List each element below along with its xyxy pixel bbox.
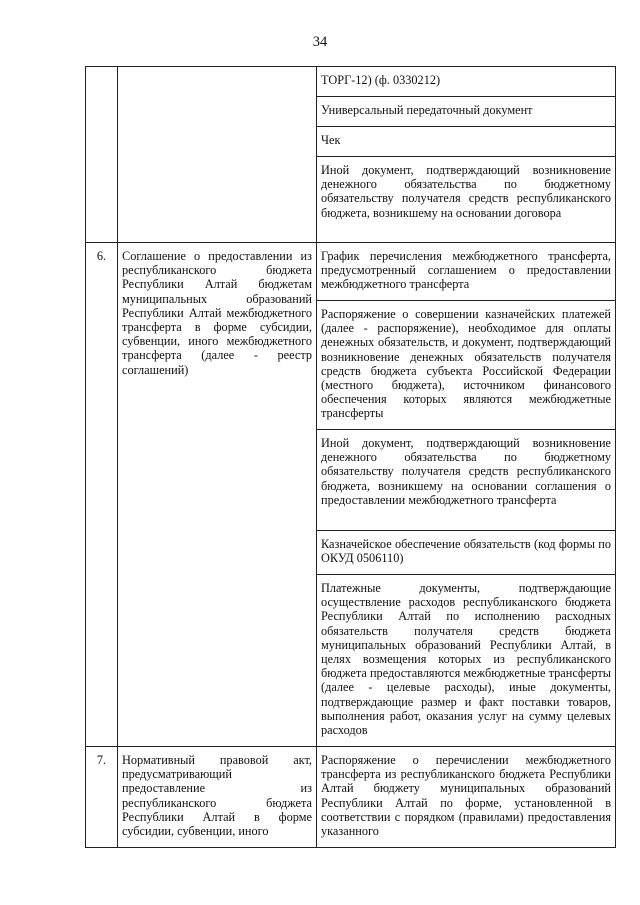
document-item: Иной документ, подтверждающий возникновение денежного обязательства по бюджетному обязательству получателя средств республиканского бюджета, возникшему на основании договора <box>317 157 616 243</box>
row-name <box>118 67 317 243</box>
row-number: 6. <box>86 243 118 747</box>
document-item: Распоряжение о перечислении межбюджетного трансферта из республиканского бюджета Республики Алтай бюджету муниципальных образований Республики Алтай по форме, установленной в соответствии с порядком (правилами) предоставления указанного <box>317 747 616 848</box>
table-row <box>86 67 616 97</box>
row-name: Соглашение о предоставлении из республиканского бюджета Республики Алтай бюджетам муниципальных образований Республики Алтай межбюджетного трансферта в форме субсидии, субвенции, иного межбюджетного трансферта (далее - реестр соглашений) <box>118 243 317 747</box>
page-number: 34 <box>312 34 328 50</box>
table-row <box>86 243 616 301</box>
document-item: График перечисления межбюджетного трансферта, предусмотренный соглашением о предоставлении межбюджетного трансферта <box>317 243 616 301</box>
document-table <box>85 66 616 848</box>
table-row <box>86 747 616 848</box>
document-item: Чек <box>317 127 616 157</box>
document-item: Платежные документы, подтверждающие осуществление расходов республиканского бюджета Республики Алтай по исполнению расходных обязательств получателя средств бюджета муниципальных образований Республики Алтай, в целях возмещения которых из республиканского бюджета предоставляются межбюджетные трансферты (далее - целевые расходы), иные документы, подтверждающие размер и факт поставки товаров, выполнения работ, оказания услуг на сумму целевых расходов <box>317 575 616 747</box>
row-name: Нормативный правовой акт, предусматривающий предоставление из республиканского бюджета Республики Алтай в форме субсидии, субвенции, иного <box>118 747 317 848</box>
document-item: Универсальный передаточный документ <box>317 97 616 127</box>
document-item: Казначейское обеспечение обязательств (код формы по ОКУД 0506110) <box>317 531 616 575</box>
row-number: 7. <box>86 747 118 848</box>
document-item: Иной документ, подтверждающий возникновение денежного обязательства по бюджетному обязательству получателя средств республиканского бюджета, возникшему на основании соглашения о предоставлении межбюджетного трансферта <box>317 430 616 531</box>
document-item: Распоряжение о совершении казначейских платежей (далее - распоряжение), необходимое для оплаты денежных обязательств, и документ, подтверждающий возникновение денежных обязательств получателя средств бюджета субъекта Российской Федерации (местного бюджета), источником финансового обеспечения которых являются межбюджетные трансферты <box>317 301 616 430</box>
row-number <box>86 67 118 243</box>
document-item: ТОРГ-12) (ф. 0330212) <box>317 67 616 97</box>
